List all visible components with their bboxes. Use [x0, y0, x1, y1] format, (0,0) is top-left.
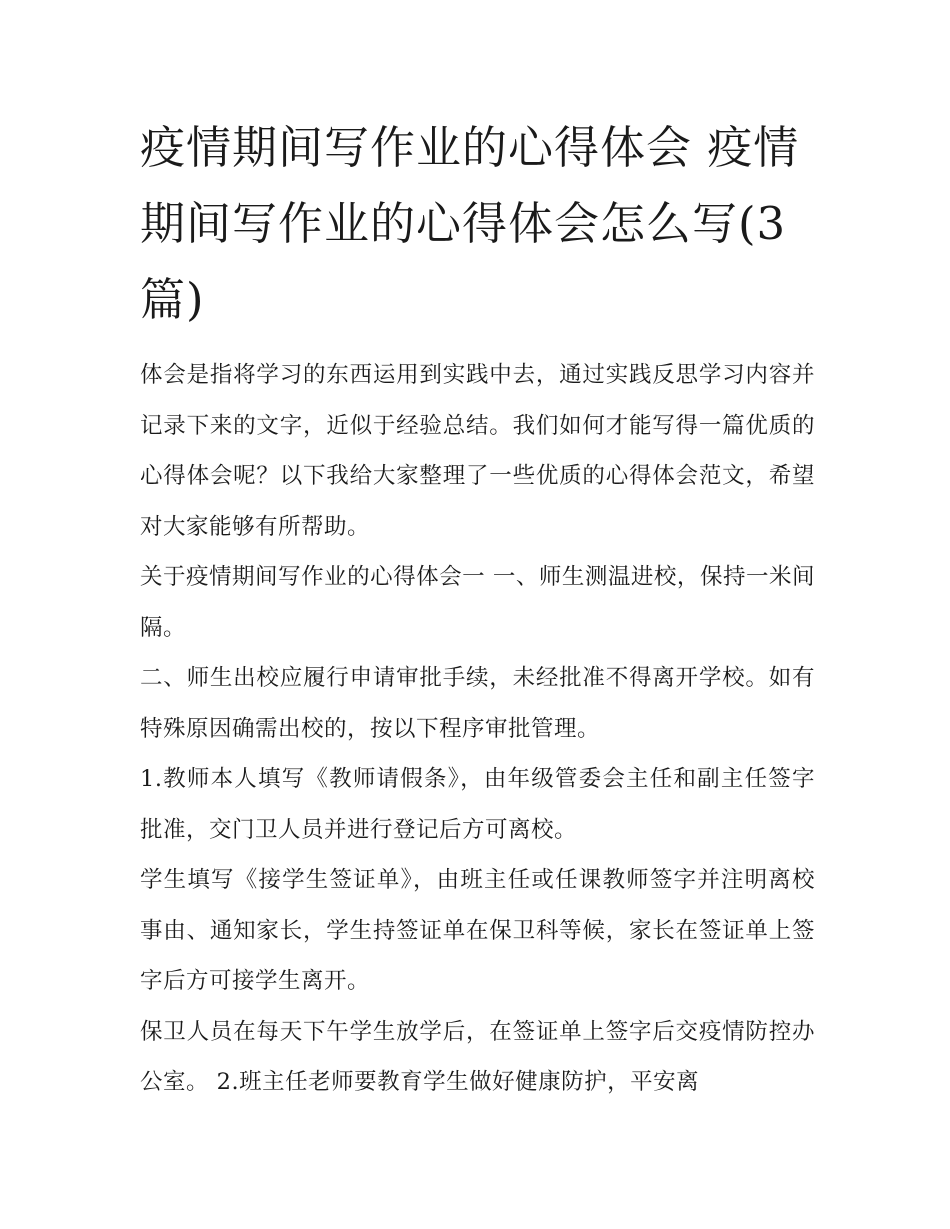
document-page	[140, 110, 815, 1108]
paragraph-intro: 体会是指将学习的东西运用到实践中去，通过实践反思学习内容并记录下来的文字，近似于经验总结。我们如何才能写得一篇优质的心得体会呢？以下我给大家整理了一些优质的心得体会范文，希望对大家能够有所帮助。	[140, 362, 815, 540]
paragraph-security-staff: 保卫人员在每天下午学生放学后，在签证单上签字后交疫情防控办公室。 2.班主任老师要教育学生做好健康防护，平安离	[140, 1018, 815, 1095]
paragraph-student-leave: 学生填写《接学生签证单》，由班主任或任课教师签字并注明离校事由、通知家长，学生持签证单在保卫科等候，家长在签证单上签字后方可接学生离开。	[140, 867, 815, 994]
document-title: 疫情期间写作业的心得体会 疫情期间写作业的心得体会怎么写(3篇)	[140, 121, 800, 326]
document-body	[140, 350, 815, 1108]
paragraph-section-two: 二、师生出校应履行申请审批手续，未经批准不得离开学校。如有特殊原因确需出校的，按以下程序审批管理。	[140, 665, 815, 742]
paragraph-teacher-leave: 1.教师本人填写《教师请假条》，由年级管委会主任和副主任签字批准，交门卫人员并进行登记后方可离校。	[140, 766, 815, 843]
paragraph-section-one: 关于疫情期间写作业的心得体会一 一、师生测温进校，保持一米间隔。	[140, 564, 815, 641]
